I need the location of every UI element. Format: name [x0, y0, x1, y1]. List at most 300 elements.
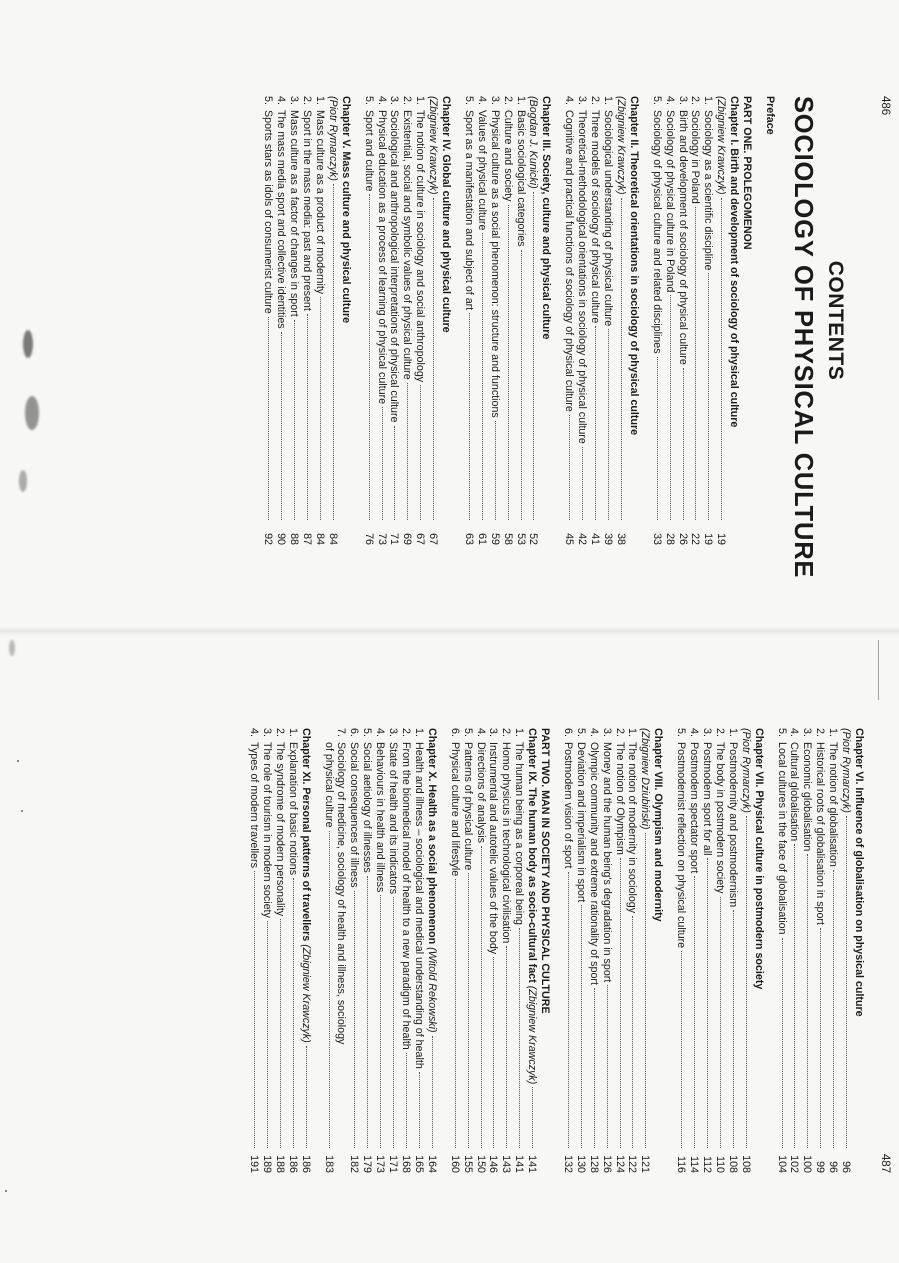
item-title: Olympic community and extreme rationality of sport: [587, 742, 600, 985]
item-number: 5.: [361, 728, 374, 737]
toc-item-continuation: [322, 728, 335, 1173]
toc-item: [788, 728, 801, 1173]
item-number: 5.: [462, 96, 475, 105]
toc-item: [300, 96, 313, 545]
item-number: 3.: [701, 728, 714, 737]
page-ref: 88: [288, 533, 301, 545]
dot-leader: [508, 205, 509, 521]
page-ref: 122: [626, 1155, 639, 1173]
page-ref: 141: [513, 1155, 526, 1173]
item-number: 5.: [675, 728, 688, 737]
toc-item: [413, 96, 426, 545]
item-number: 3.: [387, 728, 400, 737]
dot-leader: [620, 858, 621, 1148]
toc-item: [412, 728, 425, 1173]
item-number: 3.: [676, 96, 689, 105]
dot-leader: [469, 313, 470, 520]
toc-list-left: [261, 96, 776, 545]
item-title: of physical culture: [322, 742, 335, 828]
item-number: 2.: [814, 728, 827, 737]
item-number: 3.: [801, 728, 814, 737]
item-title: Culture and society: [501, 110, 514, 202]
item-number: 1.: [414, 96, 427, 105]
page-ref: 173: [374, 1155, 387, 1173]
page-number-left: 486: [879, 96, 891, 116]
toc-item: [487, 728, 500, 1173]
item-title: Physical education as a process of learning of physical culture: [375, 110, 388, 405]
dot-leader: [670, 295, 671, 520]
scan-speck: [5, 1190, 7, 1192]
toc-item: [687, 728, 700, 1173]
page-ref: 112: [701, 1155, 714, 1173]
page-ref: 116: [675, 1155, 688, 1173]
item-number: 4.: [663, 96, 676, 105]
item-title: The mass media sport and collective identities: [275, 110, 288, 329]
toc-item: [575, 96, 588, 545]
page-ref: 130: [574, 1155, 587, 1173]
dot-leader: [733, 910, 734, 1148]
item-number: 5.: [461, 728, 474, 737]
toc-item: [512, 728, 525, 1173]
toc-heading: [538, 728, 551, 1173]
page-ref: 183: [322, 1155, 335, 1173]
toc-item: [499, 728, 512, 1173]
page-ref: 102: [788, 1155, 801, 1173]
page-ref: 33: [650, 533, 663, 545]
dot-leader: [293, 878, 294, 1148]
dot-leader: [281, 332, 282, 520]
item-title: The notion of globalisation: [827, 742, 840, 867]
toc-item: [461, 728, 474, 1173]
item-title: State of health and its indicators: [387, 742, 400, 895]
item-title: The syndrome of modern personality: [273, 742, 286, 917]
page-ref: 45: [563, 533, 576, 545]
item-title: Historical roots of globalisation in sport: [814, 742, 827, 925]
toc-item: [373, 728, 386, 1173]
item-number: 2.: [301, 96, 313, 105]
item-title: The notion of Olympism: [613, 742, 626, 855]
page-ref: 59: [488, 533, 501, 545]
contents-heading: CONTENTS: [824, 260, 847, 381]
toc-spacer: [438, 728, 448, 1173]
item-number: 1.: [513, 728, 526, 737]
item-number: 5.: [574, 728, 587, 737]
dot-leader: [432, 1036, 433, 1148]
dot-leader: [468, 873, 469, 1148]
scan-smudge: [25, 396, 39, 430]
chapter-title-text: Chapter VI. Influence of globalisation on physical culture: [853, 728, 865, 1017]
item-title: Postmodernity and postmodernism: [726, 742, 739, 908]
toc-item: [562, 96, 575, 545]
page-ref: 108: [726, 1155, 739, 1173]
scan-smudge: [23, 330, 33, 358]
item-number: 4.: [788, 728, 801, 737]
heading-text: PART ONE. PROLEGOMENON: [741, 96, 754, 250]
item-title: Cultural globalisation: [788, 742, 801, 842]
toc-chapter-author: [527, 96, 540, 545]
item-number: 5.: [775, 728, 788, 737]
toc-chapter-title: [651, 728, 664, 1173]
item-number: 2.: [689, 96, 702, 105]
page-ref: 41: [589, 533, 602, 545]
toc-spacer: [551, 728, 561, 1173]
item-title: Mass culture as a factor of changes in sport: [288, 110, 301, 317]
toc-item: [313, 96, 326, 545]
item-number: 3.: [288, 96, 301, 105]
toc-chapter-author: [426, 96, 439, 545]
author-name: (Zbigniew Dziubiński): [639, 728, 652, 830]
toc-item: [386, 728, 399, 1173]
page-ref: 155: [461, 1155, 474, 1173]
item-title: Postmodern spectator sport: [688, 742, 701, 874]
item-title: Sport as a manifestation and subject of art: [462, 110, 475, 311]
item-number: 6.: [348, 728, 361, 737]
item-title: Sport in the mass media: past and present: [301, 110, 313, 311]
page-ref: 121: [639, 1155, 652, 1173]
item-title: Money and the human being's degradation in sport: [600, 742, 613, 983]
toc-item: [474, 728, 487, 1173]
toc-right: [247, 728, 865, 1173]
author-name: (Piotr Rymarczyk): [840, 728, 853, 813]
item-number: 4.: [275, 96, 288, 105]
author-name: (Piotr Rymarczyk): [739, 728, 752, 813]
item-title: Sociology of physical culture and related disciplines: [650, 110, 663, 354]
toc-item: [601, 96, 614, 545]
toc-item: [286, 728, 299, 1173]
item-number: 4.: [475, 96, 488, 105]
page-ref: 84: [326, 533, 339, 545]
dot-leader: [807, 854, 808, 1148]
item-title: Postmodern vision of sport: [561, 742, 574, 869]
toc-item: [261, 96, 274, 545]
right-page: [0, 632, 899, 1263]
page-ref: 42: [576, 533, 589, 545]
item-title: Existential, social and symbolic values of physical culture: [401, 110, 414, 380]
dot-leader: [746, 816, 747, 1148]
toc-item: [501, 96, 514, 545]
dot-leader: [354, 891, 355, 1148]
dot-leader: [521, 250, 522, 520]
page-ref: 110: [713, 1155, 726, 1173]
toc-chapter-title: [525, 728, 538, 1173]
item-title: Behaviours in health and illness: [374, 742, 387, 893]
page-ref: 53: [514, 533, 527, 545]
dot-leader: [329, 831, 330, 1148]
toc-item: [663, 96, 676, 545]
item-title: Basic sociological categories: [514, 110, 527, 247]
page-ref: 96: [840, 1161, 853, 1173]
page-ref: 191: [248, 1155, 261, 1173]
dot-leader: [420, 385, 421, 520]
page-ref: 52: [527, 533, 540, 545]
page-ref: 87: [301, 533, 313, 545]
dot-leader: [369, 194, 370, 520]
item-number: 2.: [613, 728, 626, 737]
page-ref: 108: [739, 1155, 752, 1173]
item-number: 6.: [448, 728, 461, 737]
item-title: Patterns of physical culture: [461, 742, 474, 871]
toc-item: [400, 96, 413, 545]
dot-leader: [846, 816, 847, 1148]
toc-item: [588, 96, 601, 545]
dot-leader: [694, 876, 695, 1148]
toc-chapter-title: [852, 728, 865, 1173]
page-ref: 104: [775, 1155, 788, 1173]
toc-item: [813, 728, 826, 1173]
item-number: 2.: [500, 728, 513, 737]
page-ref: 143: [500, 1155, 513, 1173]
page-ref: 28: [663, 533, 676, 545]
toc-item: [273, 728, 286, 1173]
toc-chapter-title: [627, 96, 640, 545]
author-name: (Zbigniew Krawczyk): [299, 944, 312, 1043]
toc-left: [261, 96, 863, 579]
page-ref: 84: [313, 533, 326, 545]
dot-leader: [419, 1072, 420, 1148]
dot-leader: [681, 951, 682, 1148]
toc-item: [347, 728, 360, 1173]
page-ref: 150: [474, 1155, 487, 1173]
page-ref: 61: [475, 533, 488, 545]
item-title: Directions of analysis: [474, 742, 487, 843]
page-ref: 69: [401, 533, 414, 545]
dot-leader: [320, 297, 321, 520]
toc-spacer: [664, 728, 674, 1173]
toc-item: [674, 728, 687, 1173]
item-number: 7.: [335, 728, 348, 737]
toc-spacer: [452, 96, 462, 545]
item-title: Postmodernist reflection on physical culture: [675, 742, 688, 949]
chapter-title-text: Chapter VII. Physical culture in postmodern society: [752, 728, 765, 990]
item-title: Social aetiology of illnesses: [361, 742, 374, 873]
toc-chapter-author: [614, 96, 627, 545]
item-number: 4.: [374, 728, 387, 737]
item-title: The body in postmodern society: [713, 742, 726, 894]
scan-speck: [17, 760, 19, 762]
page-ref: 114: [688, 1155, 701, 1173]
author-name: (Zbigniew Krawczyk): [614, 96, 627, 195]
item-title: Three models of sociology of physical culture: [589, 110, 602, 324]
toc-chapter-author: [739, 728, 752, 1173]
toc-item: [362, 96, 375, 545]
toc-item: [775, 728, 788, 1173]
item-title: Sociology as a scientific discipline: [702, 110, 715, 271]
item-title: Sociological and anthropological interpretations of physical culture: [388, 110, 401, 423]
page-ref: 26: [676, 533, 689, 545]
toc-item: [360, 728, 373, 1173]
dot-leader: [380, 895, 381, 1148]
toc-heading: [740, 96, 753, 545]
chapter-title-text: Chapter VIII. Olympism and modernity: [652, 728, 665, 922]
toc-item: [335, 728, 348, 1173]
dot-leader: [506, 946, 507, 1148]
page-ref: 186: [286, 1155, 299, 1173]
page-ref: 189: [260, 1155, 273, 1173]
item-number: 2.: [401, 96, 414, 105]
chapter-title-text: Chapter IX. The human body as socio-cultural fact: [526, 728, 539, 983]
page-ref: 73: [375, 533, 388, 545]
page-ref: 124: [613, 1155, 626, 1173]
toc-item: [574, 728, 587, 1173]
toc-item: [626, 728, 639, 1173]
item-title: From the biomedical model of health to a new paradigm of health: [400, 742, 412, 1050]
toc-spacer: [753, 96, 763, 545]
page-ref: 22: [689, 533, 702, 545]
toc-item: [247, 728, 260, 1173]
scan-smudge: [19, 470, 27, 492]
author-name: (Zbigniew Krawczyk): [427, 96, 440, 195]
page-ref: 19: [702, 533, 715, 545]
item-number: 1.: [602, 96, 615, 105]
item-title: Cognitive and practical functions of sociology of physical culture: [563, 110, 576, 412]
page-ref: 146: [487, 1155, 500, 1173]
item-number: 2.: [273, 728, 286, 737]
page-ref: 71: [388, 533, 401, 545]
dot-leader: [707, 858, 708, 1148]
toc-item: [561, 728, 574, 1173]
page-ref: 67: [414, 533, 427, 545]
item-title: The notion of modernity in sociology: [626, 742, 639, 914]
toc-chapter-title: [299, 728, 312, 1173]
dot-leader: [633, 916, 634, 1148]
item-title: Postmodern sport for all: [701, 742, 714, 856]
item-title: Types of modern travellers: [248, 742, 261, 868]
toc-item: [689, 96, 702, 545]
dot-leader: [482, 233, 483, 520]
dot-leader: [268, 317, 269, 520]
toc-item: [448, 728, 461, 1173]
page-ref: 58: [501, 533, 514, 545]
dot-leader: [455, 879, 456, 1148]
dot-leader: [519, 928, 520, 1148]
page-ref: 186: [299, 1155, 312, 1173]
page-ref: 179: [361, 1155, 374, 1173]
dot-leader: [833, 870, 834, 1148]
page-ref: 63: [462, 533, 475, 545]
toc-item: [676, 96, 689, 545]
item-title: Sociology in Poland: [689, 110, 702, 204]
item-title: Sociology of physical culture in Poland: [663, 110, 676, 293]
item-number: 1.: [514, 96, 527, 105]
chapter-title-text: Chapter X. Health as a social phenomenon: [425, 728, 438, 945]
heading-text: PART TWO. MAN IN SOCIETY AND PHYSICAL CULTURE: [539, 728, 552, 1014]
item-number: 4.: [248, 728, 261, 737]
dot-leader: [708, 273, 709, 520]
toc-spacer: [640, 96, 650, 545]
item-number: 1.: [286, 728, 299, 737]
dot-leader: [721, 198, 722, 520]
item-number: 5.: [650, 96, 663, 105]
toc-chapter-title: [752, 728, 765, 1173]
page-ref: 92: [262, 533, 275, 545]
toc-chapter-title: [540, 96, 553, 545]
toc-item: [613, 728, 626, 1173]
item-number: 5.: [362, 96, 375, 105]
page-ref: 160: [448, 1155, 461, 1173]
item-number: 4.: [688, 728, 701, 737]
item-number: 3.: [488, 96, 501, 105]
author-name: (Witold Rekowski): [425, 947, 438, 1033]
item-title: Sport and culture: [362, 110, 375, 192]
item-number: 3.: [576, 96, 589, 105]
item-number: 2.: [400, 728, 412, 737]
item-title: Physical culture as a social phenomenon: structure and functions: [488, 110, 501, 418]
item-number: 3.: [388, 96, 401, 105]
author-name: (Zbigniew Krawczyk): [715, 96, 728, 195]
page-ref: 171: [387, 1155, 400, 1173]
toc-item: [399, 728, 412, 1173]
item-number: 1.: [313, 96, 326, 105]
item-title: Instrumental and autotelic values of the body: [487, 742, 500, 955]
page-ref: 38: [614, 533, 627, 545]
item-title: Homo physicus in technological civilisation: [500, 742, 513, 944]
page-ref: 132: [561, 1155, 574, 1173]
dot-leader: [367, 876, 368, 1148]
page-ref: 128: [587, 1155, 600, 1173]
item-title: Sociological understanding of physical culture: [602, 110, 615, 327]
toc-spacer: [765, 728, 775, 1173]
toc-spacer: [552, 96, 562, 545]
item-title: Social consequences of illness: [348, 742, 361, 888]
dot-leader: [645, 833, 646, 1148]
dot-leader: [306, 1046, 307, 1148]
item-title: Values of physical culture: [475, 110, 488, 231]
page-ref: 168: [400, 1155, 412, 1173]
toc-item: [274, 96, 287, 545]
toc-item: [287, 96, 300, 545]
toc-chapter-title: [425, 728, 438, 1173]
item-number: 4.: [563, 96, 576, 105]
dot-leader: [595, 326, 596, 520]
item-title: Birth and development of sociology of physical culture: [676, 110, 689, 365]
dot-leader: [267, 921, 268, 1148]
dot-leader: [621, 198, 622, 520]
toc-item: [587, 728, 600, 1173]
toc-item: [701, 96, 714, 545]
item-number: 5.: [262, 96, 275, 105]
item-title: Economic globalisation: [801, 742, 814, 852]
dot-leader: [794, 844, 795, 1148]
page-ref: 100: [801, 1155, 814, 1173]
chapter-title-text: Chapter XI. Personal patterns of travellers: [299, 728, 312, 942]
toc-chapter-title: [439, 96, 452, 545]
dot-leader: [307, 314, 308, 520]
page-ref: 19: [715, 533, 728, 545]
item-number: 1.: [412, 728, 425, 737]
dot-leader: [582, 447, 583, 520]
item-number: 4.: [474, 728, 487, 737]
dot-leader: [534, 192, 535, 520]
item-number: 2.: [501, 96, 514, 105]
toc-chapter-author: [326, 96, 339, 545]
scan-speck: [21, 810, 23, 812]
toc-chapter-title: [727, 96, 740, 545]
page-ref: 141: [526, 1155, 539, 1173]
page-ref: 99: [814, 1161, 827, 1173]
author-name: (Piotr Rymarczyk): [326, 96, 339, 181]
scan-smudge: [9, 640, 15, 656]
item-title: Local cultures in the face of globalisation: [775, 742, 788, 935]
item-title: Explanation of basic notions: [286, 742, 299, 876]
toc-item: [475, 96, 488, 545]
toc-chapter-title: [339, 96, 352, 545]
item-title: Sociology of medicine, sociology of health and illness, sociology: [335, 742, 348, 1045]
dot-leader: [581, 905, 582, 1148]
toc-item: [600, 728, 613, 1173]
toc-item: [800, 728, 813, 1173]
page-number-right: 487: [879, 1153, 891, 1173]
dot-leader: [393, 897, 394, 1148]
